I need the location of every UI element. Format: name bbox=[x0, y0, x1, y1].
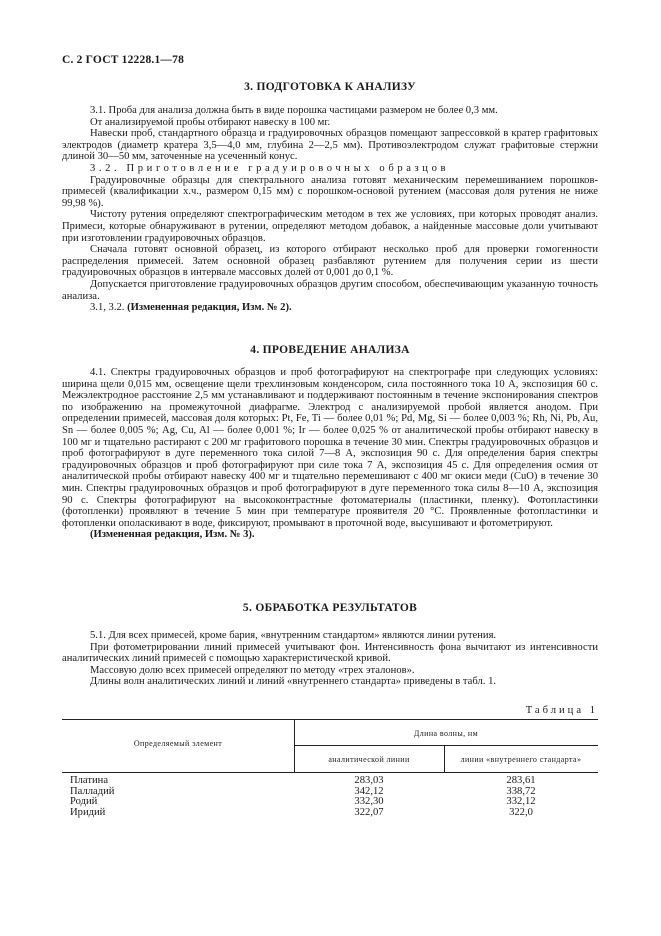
table-caption: Таблица 1 bbox=[525, 705, 598, 716]
header-analytical: аналитической линии bbox=[328, 755, 410, 764]
header-wavelength: Длина волны, нм bbox=[413, 729, 479, 738]
header-element: Определяемый элемент bbox=[133, 739, 223, 748]
paragraph-3-2-heading: 3.2. Приготовление градуировочных образцов bbox=[90, 162, 450, 174]
row-element: Иридий bbox=[70, 806, 106, 818]
header-internal: линии «внутреннего стандарта» bbox=[460, 755, 582, 764]
amendment-ref: 3.1, 3.2. bbox=[90, 302, 125, 314]
row-internal: 338,72 bbox=[506, 785, 536, 797]
row-internal: 332,12 bbox=[506, 796, 536, 807]
row-element: Платина bbox=[70, 775, 109, 786]
paragraph-3-2b: Чистоту рутения определяют спектрографическим методом в тех же условиях, при которых проводят анализ. Примеси, которые обнаруживают в рутении, определяют методом добавок, а найденные массовые доли учитывают при изготовлении градуировочных образцов. bbox=[62, 209, 598, 244]
row-analytical: 332,30 bbox=[354, 796, 384, 807]
table-row bbox=[62, 796, 598, 807]
paragraph-3-2c: Сначала готовят основной образец, из которого отбирают несколько проб для проверки гомогенности распределения примесей. Затем основной образец разбавляют рутением для получения серии из шести градуировочных образцов в интервале массовых долей от 0,001 до 0,1 %. bbox=[62, 244, 598, 279]
paragraph-5-1b: При фотометрировании линий примесей учитывают фон. Интенсивность фона вычитают из интенсивности аналитических линий примесей с помощью характеристической кривой. bbox=[62, 641, 598, 665]
section-3-title: 3. ПОДГОТОВКА К АНАЛИЗУ bbox=[244, 81, 416, 93]
amendment-text: (Измененная редакция, Изм. № 2). bbox=[127, 302, 292, 314]
table-rule-top bbox=[62, 719, 598, 720]
table-rule-mid bbox=[294, 745, 598, 746]
paragraph-5-1: 5.1. Для всех примесей, кроме бария, «внутренним стандартом» являются линии рутения. bbox=[90, 630, 497, 641]
section-5-title: 5. ОБРАБОТКА РЕЗУЛЬТАТОВ bbox=[242, 602, 418, 614]
page-header: С. 2 ГОСТ 12228.1—78 bbox=[62, 54, 185, 66]
row-element: Родий bbox=[70, 796, 98, 807]
paragraph-3-2d: Допускается приготовление градуировочных образцов другим способом, обеспечивающим указанную точность анализа. bbox=[62, 278, 598, 302]
paragraph-5-1d: Длины волн аналитических линий и линий «внутреннего стандарта» приведены в табл. 1. bbox=[90, 676, 497, 688]
table-row bbox=[62, 775, 598, 786]
amendment-note-2 bbox=[62, 302, 598, 314]
table-vline-1 bbox=[294, 719, 295, 772]
paragraph-3-1b: От анализируемой пробы отбирают навеску в 100 мг. bbox=[90, 116, 331, 128]
row-internal: 283,61 bbox=[506, 775, 536, 786]
section-4-body bbox=[62, 367, 598, 541]
row-analytical: 342,12 bbox=[354, 785, 384, 797]
amendment-note-3: (Измененная редакция, Изм. № 3). bbox=[90, 529, 255, 541]
paragraph-5-1c: Массовую долю всех примесей определяют по методу «трех эталонов». bbox=[90, 664, 415, 676]
paragraph-4-1: 4.1. Спектры градуировочных образцов и проб фотографируют на спектрографе при следующих условиях: ширина щели 0,015 мм, освещение щели трехлинзовым конденсором, сила постоянного тока 10 А, экспозиция 60 с. Межэлектродное расстояние 2,5 мм устанавливают и поддерживают постоянным в течение экспонирования спектров по изображению на промежуточной диафрагме. Электрод с анализируемой пробой является анодом. При определении примесей, массовая доля которых: Pt, Fe, Ti — более 0,01 %; Pd, Mg, Si — более 0,003 %; Rh, Ni, Pb, Au, Sn — более 0,005 %; Ag, Cu, Al — более 0,001 %; Ir — более 0,025 % от аналитической пробы отбирают навеску в 100 мг и тщательно растирают с 200 мг графитового порошка в течение 30 мин. Спектры градуировочных образцов и проб фотографируют в дуге переменного тока силой 7—8 А, экспозиция 90 с. Для определения бария спектры градуировочных образцов и проб фотографируют при силе тока 7 А, экспозиция 45 с. Для определения осмия от аналитической пробы отбирают навеску 400 мг и тщательно перемешивают с 400 мг окиси меди (CuO) в течение 30 мин. Спектры градуировочных образцов и проб фотографируют в дуге переменного тока силы 8—10 А, экспозиция 90 с. Спектры фотографируют на высококонтрастные фотоматериалы (пластинки, пленку). Фотопластинки (фотопленки) проявляют в течение 5 мин при температуре проявителя 20 °С. Проявленные фотопластинки и фотопленки ополаскивают в воде, фиксируют, промывают в проточной воде, высушивают и фотометрируют. bbox=[62, 367, 598, 529]
paragraph-3-1: 3.1. Проба для анализа должна быть в виде порошка частицами размером не более 0,3 мм. bbox=[90, 105, 498, 116]
row-analytical: 322,07 bbox=[354, 806, 384, 818]
section-5-body bbox=[62, 630, 598, 688]
paragraph-3-2a: Градуировочные образцы для спектрального анализа готовят механическим перемешиванием порошков-примесей (квалификации х.ч., размером 0,15 мм) с порошком-основой рутением (массовая доля рутения не ниже 99,98 %). bbox=[62, 174, 598, 209]
table-row bbox=[62, 807, 598, 818]
row-internal: 322,0 bbox=[509, 806, 533, 818]
row-element: Палладий bbox=[70, 785, 115, 797]
table-rule-header bbox=[62, 772, 598, 773]
paragraph-3-1c: Навески проб, стандартного образца и градуировочных образцов помещают запрессовкой в кратер графитовых электродов (диаметр кратера 3,5—4,0 мм, глубина 2—2,5 мм). Противоэлектродом служат графитовые стержни длиной 30—50 мм, заточенные на усеченный конус. bbox=[62, 128, 598, 163]
table-row bbox=[62, 786, 598, 797]
row-analytical: 283,03 bbox=[354, 775, 384, 786]
section-3-body bbox=[62, 105, 598, 314]
section-4-title: 4. ПРОВЕДЕНИЕ АНАЛИЗА bbox=[250, 344, 410, 356]
